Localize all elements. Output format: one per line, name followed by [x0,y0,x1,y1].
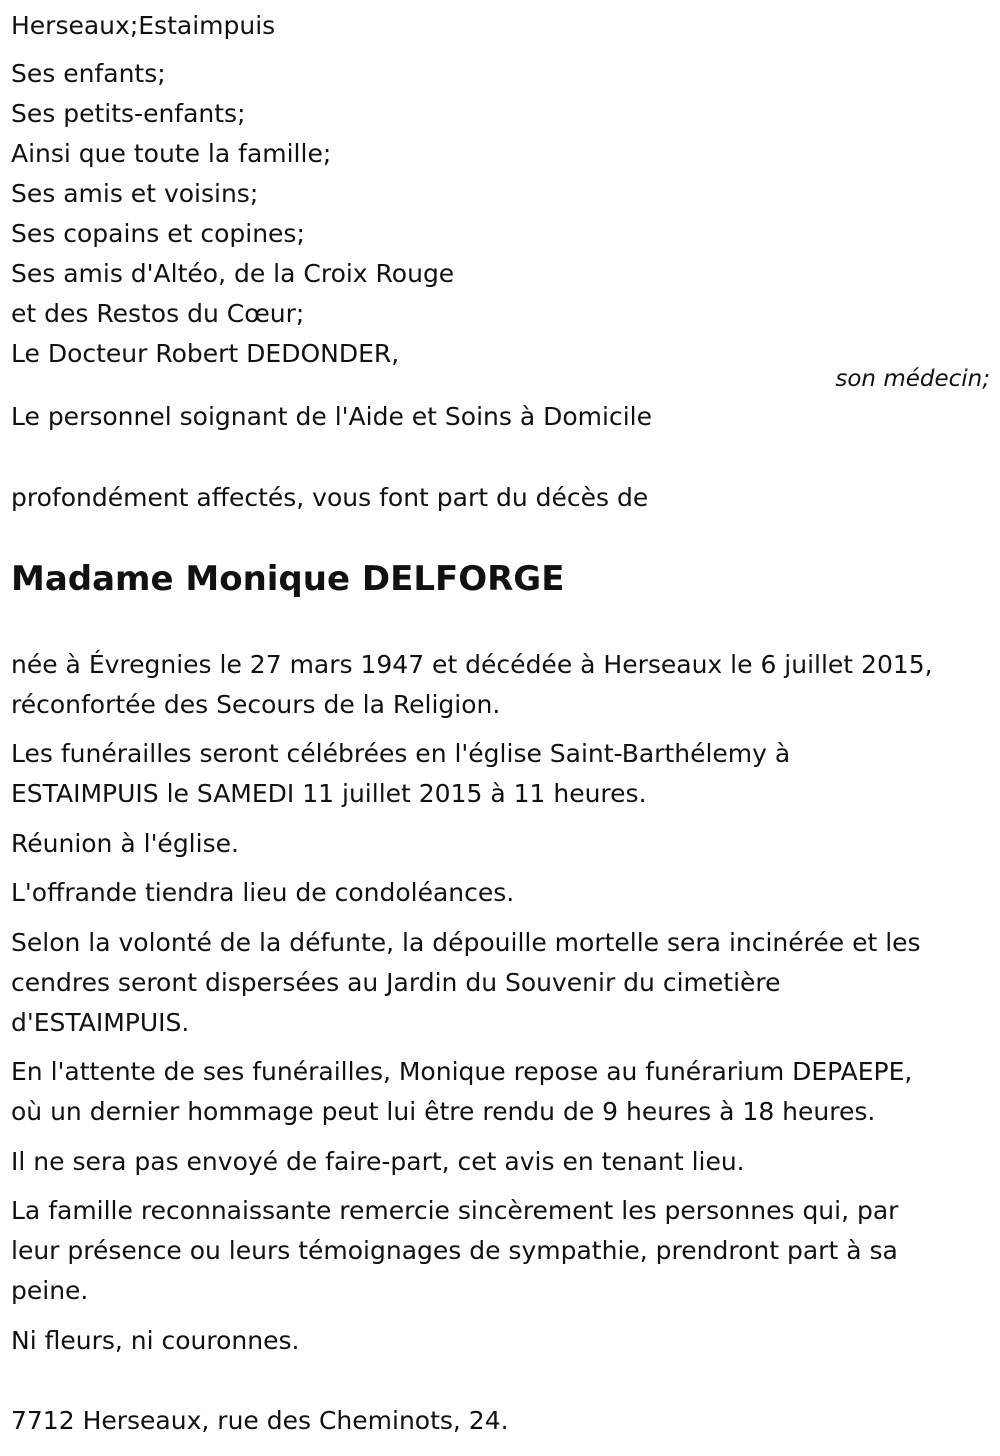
body-line: réconfortée des Secours de la Religion. [11,690,501,719]
doctor-role: son médecin; [835,366,990,392]
body-line: d'ESTAIMPUIS. [11,1008,190,1037]
location-header: Herseaux;Estaimpuis [11,11,276,40]
address-line: 7712 Herseaux, rue des Cheminots, 24. [11,1406,509,1435]
family-line: Ses amis et voisins; [11,179,259,208]
body-line: Il ne sera pas envoyé de faire-part, cet avis en tenant lieu. [11,1147,745,1176]
family-line: Le Docteur Robert DEDONDER, [11,339,400,368]
body-line: ESTAIMPUIS le SAMEDI 11 juillet 2015 à 11 heures. [11,779,647,808]
body-line: cendres seront dispersées au Jardin du Souvenir du cimetière [11,968,781,997]
body-line: peine. [11,1276,89,1305]
deceased-name: Madame Monique DELFORGE [11,559,565,599]
body-line: Réunion à l'église. [11,829,239,858]
body-line: Selon la volonté de la défunte, la dépouille mortelle sera incinérée et les [11,928,921,957]
family-line: Ses petits-enfants; [11,99,246,128]
announcement-line: profondément affectés, vous font part du décès de [11,483,649,512]
care-staff-line: Le personnel soignant de l'Aide et Soins à Domicile [11,402,652,431]
body-line: Ni fleurs, ni couronnes. [11,1326,300,1355]
body-line: où un dernier hommage peut lui être rendu de 9 heures à 18 heures. [11,1097,876,1126]
family-line: et des Restos du Cœur; [11,299,305,328]
body-line: née à Évregnies le 27 mars 1947 et décédée à Herseaux le 6 juillet 2015, [11,650,933,679]
family-line: Ses amis d'Altéo, de la Croix Rouge [11,259,455,288]
body-line: Les funérailles seront célébrées en l'église Saint-Barthélemy à [11,739,791,768]
body-line: L'offrande tiendra lieu de condoléances. [11,878,515,907]
family-line: Ainsi que toute la famille; [11,139,332,168]
family-line: Ses enfants; [11,59,166,88]
body-line: leur présence ou leurs témoignages de sympathie, prendront part à sa [11,1236,898,1265]
family-line: Ses copains et copines; [11,219,305,248]
body-line: La famille reconnaissante remercie sincèrement les personnes qui, par [11,1196,899,1225]
body-line: En l'attente de ses funérailles, Monique repose au funérarium DEPAEPE, [11,1057,913,1086]
